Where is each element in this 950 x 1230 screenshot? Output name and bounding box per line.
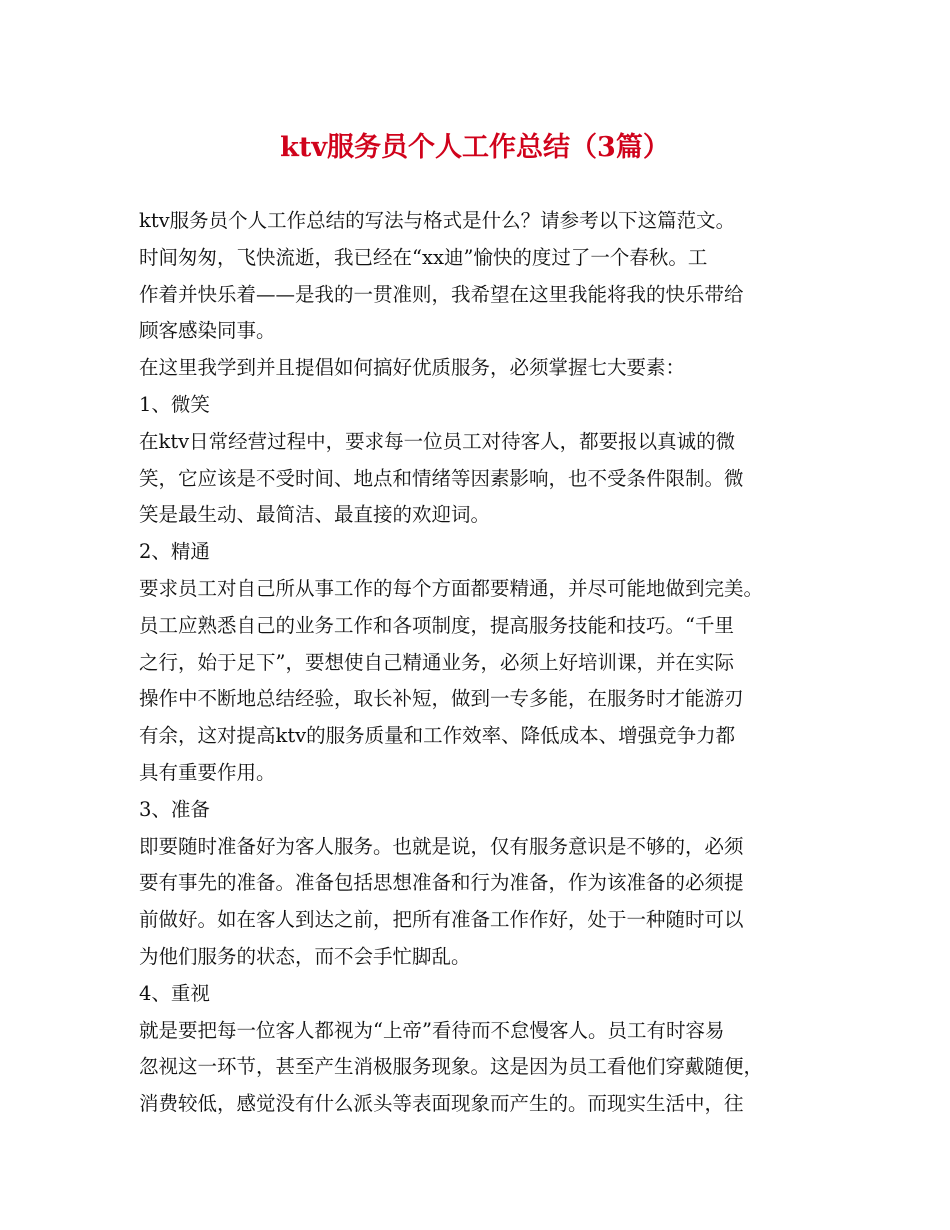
section-heading-attention: 4、重视 (139, 981, 210, 1005)
body-line: 员工应熟悉自己的业务工作和各项制度，提高服务技能和技巧。“千里 (139, 613, 734, 637)
body-line: 即要随时准备好为客人服务。也就是说，仅有服务意识是不够的，必须 (139, 834, 744, 858)
body-line: 前做好。如在客人到达之前，把所有准备工作作好，处于一种随时可以 (139, 908, 744, 932)
body-line: 要有事先的准备。准备包括思想准备和行为准备，作为该准备的必须提 (139, 871, 744, 895)
section-heading-proficiency: 2、精通 (139, 540, 210, 564)
body-line: 消费较低，感觉没有什么派头等表面现象而产生的。而现实生活中，往 (139, 1092, 744, 1116)
body-line: 要求员工对自己所从事工作的每个方面都要精通，并尽可能地做到完美。 (139, 576, 764, 600)
body-line: 就是要把每一位客人都视为“上帝”看待而不怠慢客人。员工有时容易 (139, 1018, 725, 1042)
document-body (139, 203, 829, 1123)
document-title: ktv服务员个人工作总结（3篇） (280, 132, 670, 163)
section-heading-preparation: 3、准备 (139, 797, 210, 821)
body-line: 为他们服务的状态，而不会手忙脚乱。 (139, 944, 471, 968)
body-line: 笑是最生动、最简洁、最直接的欢迎词。 (139, 503, 491, 527)
body-line: 作着并快乐着——是我的一贯准则，我希望在这里我能将我的快乐带给 (139, 282, 744, 306)
body-line: 在这里我学到并且提倡如何搞好优质服务，必须掌握七大要素： (139, 356, 686, 380)
body-line: 之行，始于足下”，要想使自己精通业务，必须上好培训课，并在实际 (139, 650, 734, 674)
body-line: 操作中不断地总结经验，取长补短，做到一专多能，在服务时才能游刃 (139, 687, 744, 711)
body-line: ktv服务员个人工作总结的写法与格式是什么？请参考以下这篇范文。 (139, 209, 736, 232)
body-line: 在ktv日常经营过程中，要求每一位员工对待客人，都要报以真诚的微 (139, 429, 736, 453)
body-line: 笑，它应该是不受时间、地点和情绪等因素影响，也不受条件限制。微 (139, 466, 744, 490)
body-line: 有余，这对提高ktv的服务质量和工作效率、降低成本、增强竞争力都 (139, 724, 736, 748)
body-line: 时间匆匆，飞快流逝，我已经在“xx迪”愉快的度过了一个春秋。工 (139, 245, 708, 269)
body-line: 顾客感染同事。 (139, 319, 276, 343)
body-line: 具有重要作用。 (139, 760, 276, 784)
body-line: 忽视这一环节，甚至产生消极服务现象。这是因为员工看他们穿戴随便， (139, 1055, 764, 1079)
section-heading-smile: 1、微笑 (139, 392, 210, 416)
